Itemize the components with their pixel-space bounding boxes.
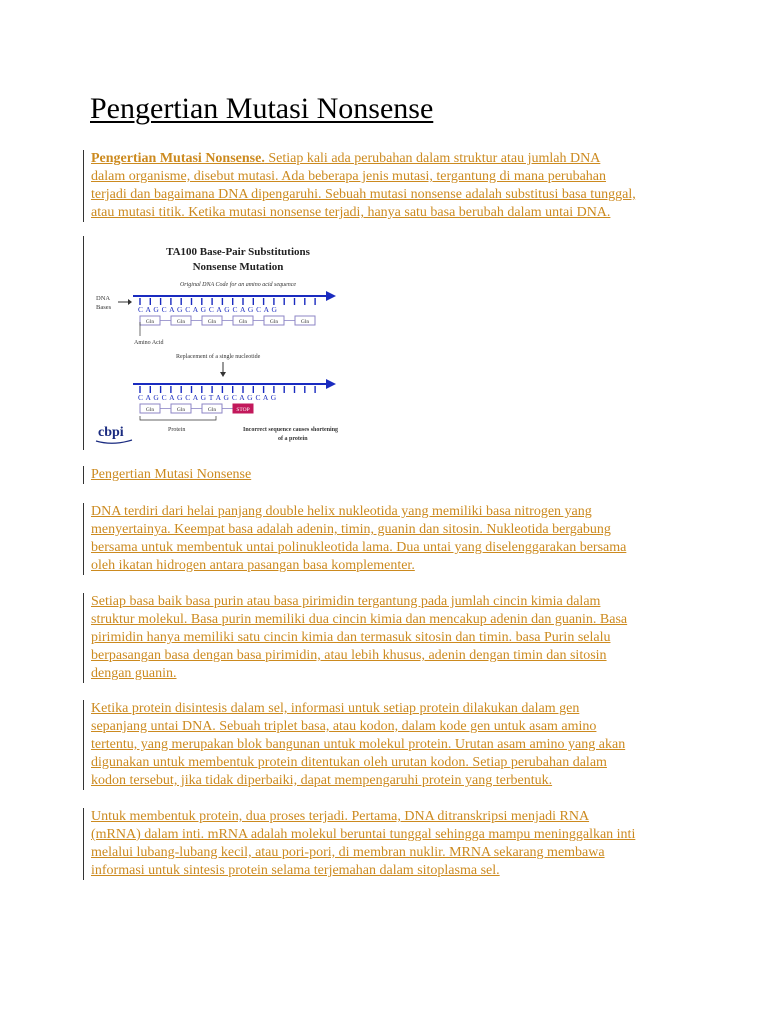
amino-acid-boxes: [140, 316, 315, 325]
protein-bracket: [140, 416, 216, 420]
amino-acid-label: Amino Acid: [134, 340, 164, 346]
paragraph-line[interactable]: Setiap basa baik basa purin atau basa pirimidin tergantung pada jumlah cincin kimia dalam: [91, 594, 601, 609]
paragraph-line[interactable]: menyertainya. Keempat basa adalah adenin, timin, guanin dan sitosin. Nukleotida bergabung: [91, 522, 611, 537]
gln-label: Gln: [269, 319, 279, 325]
paragraph-line[interactable]: Ketika protein disintesis dalam sel, informasi untuk setiap protein dilakukan dalam gen: [91, 701, 580, 716]
strand-arrowhead: [326, 379, 336, 389]
paragraph-line[interactable]: Untuk membentuk protein, dua proses terjadi. Pertama, DNA ditranskripsi menjadi RNA: [91, 809, 590, 824]
intro-line[interactable]: terjadi dan bagaimana DNA dipengaruhi. Sebuah mutasi nonsense adalah substitusi basa tunggal,: [91, 187, 636, 202]
gln-label: Gln: [145, 319, 155, 325]
paragraph-line[interactable]: DNA terdiri dari helai panjang double helix nukleotida yang memiliki basa nitrogen yang: [91, 504, 592, 519]
paragraph-line[interactable]: melalui lubang-lubang kecil, atau pori-pori, di membran nuklir. MRNA sekarang membawa: [91, 845, 605, 860]
replacement-label: Replacement of a single nucleotide: [176, 354, 261, 360]
gln-label: Gln: [207, 407, 217, 413]
caption-link[interactable]: Pengertian Mutasi Nonsense: [91, 467, 252, 482]
paragraph-line[interactable]: bersama untuk membentuk untai polinukleotida lama. Dua untai yang diselenggarakan bersama: [91, 540, 627, 555]
dna-label: DNA: [96, 295, 111, 302]
gln-label: Gln: [145, 407, 155, 413]
nonsense-mutation-figure: [83, 236, 378, 450]
paragraph-line[interactable]: tertentu, yang merupakan blok bangunan untuk molekul protein. Urutan asam amino yang akan: [91, 737, 626, 752]
paragraph-line[interactable]: dengan guanin.: [91, 666, 177, 681]
original-label: Original DNA Code for an amino acid sequence: [179, 282, 297, 288]
bases-label: Bases: [96, 304, 112, 311]
stop-label: STOP: [236, 407, 250, 413]
paragraph-line[interactable]: berpasangan basa dengan basa pirimidin, atau lebih khusus, adenin dengan timin dan sitosin: [91, 648, 607, 663]
protein-label: Protein: [168, 427, 186, 433]
paragraph-line[interactable]: sepanjang untai DNA. Sebuah triplet basa, atau kodon, dalam kode gen untuk asam amino: [91, 719, 597, 734]
incorrect-label-1: Incorrect sequence causes shortening: [243, 427, 339, 433]
strand-ticks: [140, 298, 315, 305]
original-sequence: C A G C A G C A G C A G C A G C A G: [138, 305, 278, 314]
paragraph-dna-structure: [83, 503, 626, 575]
incorrect-label-2: of a protein: [278, 436, 308, 442]
strand-ticks: [140, 386, 315, 393]
paragraph-line[interactable]: informasi untuk sintesis protein selama terjemahan dalam sitoplasma sel.: [91, 863, 500, 878]
gln-label: Gln: [176, 319, 186, 325]
intro-line[interactable]: [91, 150, 636, 168]
page-title: Pengertian Mutasi Nonsense: [90, 92, 434, 125]
paragraph-line[interactable]: pirimidin hanya memiliki satu cincin kimia dan termasuk sitosin dan timin. basa Purin selalu: [91, 630, 611, 645]
intro-line[interactable]: atau mutasi titik. Ketika mutasi nonsense terjadi, hanya satu basa berubah dalam untai DNA.: [91, 205, 611, 220]
replacement-arrowhead: [220, 372, 226, 377]
intro-line-text[interactable]: Setiap kali ada perubahan dalam struktur atau jumlah DNA: [264, 151, 601, 166]
logo-text: cbpi: [98, 425, 124, 440]
paragraph-line[interactable]: (mRNA) dalam inti. mRNA adalah molekul beruntai tunggal sehingga mampu meninggalkan inti: [91, 827, 636, 842]
strand-arrowhead: [326, 291, 336, 301]
pointer-arrowhead: [128, 299, 132, 305]
gln-label: Gln: [207, 319, 217, 325]
paragraph-line[interactable]: oleh ikatan hidrogen antara pasangan basa komplementer.: [91, 558, 415, 573]
intro-lead[interactable]: Pengertian Mutasi Nonsense.: [91, 151, 265, 166]
paragraph-purine-pyrimidine: [83, 593, 627, 683]
paragraph-protein-synthesis: [83, 700, 625, 790]
gln-label: Gln: [300, 319, 310, 325]
paragraph-line[interactable]: kodon tersebut, jika tidak diperbaiki, dapat mempengaruhi protein yang terbentuk.: [91, 773, 553, 788]
figure-caption: [83, 466, 251, 484]
figure-title: TA100 Base-Pair Substitutions: [166, 246, 310, 258]
cbpi-logo: [96, 425, 132, 443]
logo-swoosh: [96, 440, 132, 443]
figure-subtitle: Nonsense Mutation: [192, 261, 284, 273]
mutated-sequence: C A G C A G C A G T A G C A G C A G: [138, 393, 277, 402]
intro-paragraph: [83, 150, 636, 222]
amino-acid-boxes: [140, 404, 253, 413]
gln-label: Gln: [176, 407, 186, 413]
paragraph-transcription: [83, 808, 635, 880]
mutated-strand: [133, 379, 336, 413]
original-strand: [133, 291, 336, 325]
intro-line[interactable]: dalam organisme, disebut mutasi. Ada beberapa jenis mutasi, tergantung di mana perubahan: [91, 169, 607, 184]
gln-label: Gln: [238, 319, 248, 325]
mutation-diagram: [88, 236, 374, 450]
paragraph-line[interactable]: struktur molekul. Basa purin memiliki dua cincin kimia dan mencakup adenin dan guanin. Basa: [91, 612, 628, 627]
paragraph-line[interactable]: digunakan untuk membentuk protein ditentukan oleh urutan kodon. Setiap perubahan dalam: [91, 755, 607, 770]
